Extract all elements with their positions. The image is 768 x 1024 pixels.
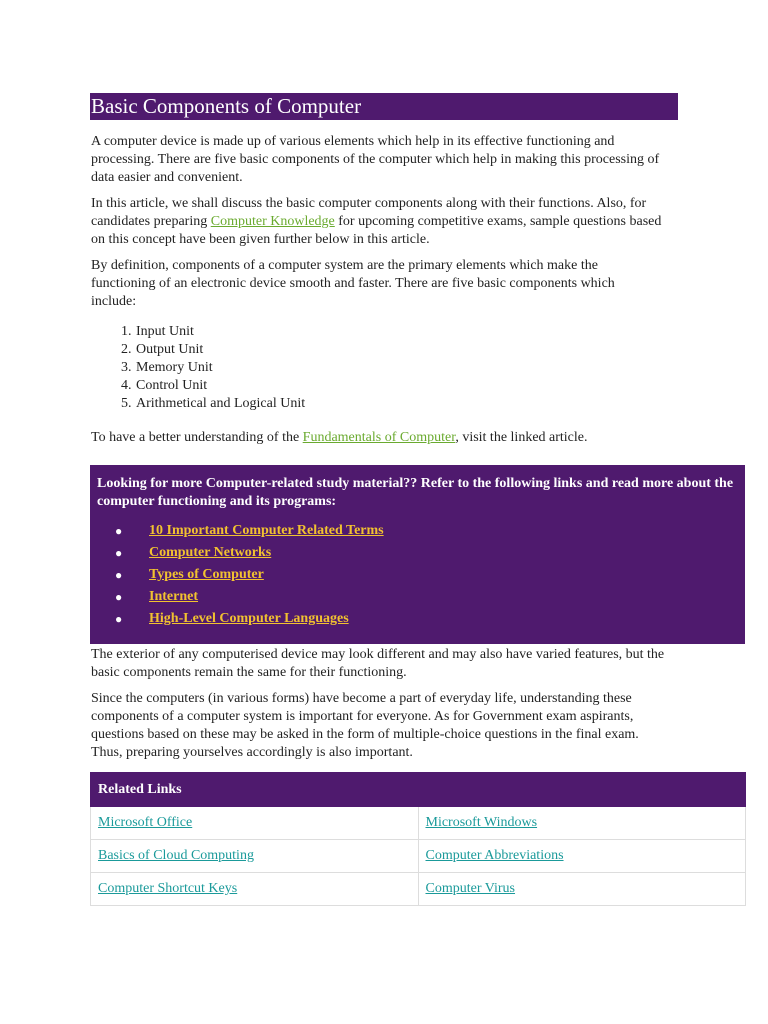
intro-paragraph-2 [91,195,663,249]
bullet-icon: ● [115,612,123,626]
table-row [91,807,746,840]
related-links-table [90,772,746,906]
callout-links-list [97,520,737,630]
bullet-icon: ● [115,546,123,560]
intro-paragraph-2-text-b: for upcoming competitive exams, sample questions based on this concept have been given further below in this article. [91,214,662,247]
list-item: 5. Arithmetical and Logical Unit [135,395,663,413]
high-level-languages-link[interactable]: High-Level Computer Languages [149,611,349,626]
table-cell [418,840,746,873]
list-item [115,520,737,542]
computer-virus-link[interactable]: Computer Virus [425,881,516,896]
computer-networks-link[interactable]: Computer Networks [149,545,272,560]
fundamentals-text-a: To have a better understanding of the [91,430,303,445]
bullet-icon: ● [115,590,123,604]
table-cell [91,873,419,906]
microsoft-windows-link[interactable]: Microsoft Windows [425,815,538,830]
list-item [115,542,737,564]
related-links-header: Related Links [91,773,746,807]
table-cell [418,807,746,840]
internet-link[interactable]: Internet [149,589,198,604]
table-row [91,840,746,873]
bullet-icon: ● [115,568,123,582]
article-title: Basic Components of Computer [90,93,678,120]
intro-section [91,133,663,455]
intro-paragraph-1: A computer device is made up of various elements which help in its effective functioning and processing. There are five basic components of the computer which help in making this processing of data easier and convenient. [91,134,660,185]
table-cell [91,840,419,873]
fundamentals-of-computer-link[interactable]: Fundamentals of Computer [302,430,456,445]
intro-paragraph-3: By definition, components of a computer system are the primary elements which make the functioning of an electronic device smooth and faster. There are five basic components which include: [91,258,615,309]
computer-abbreviations-link[interactable]: Computer Abbreviations [425,848,564,863]
intro-paragraph-2-text-a: In this article, we shall discuss the basic computer components along with their functions. Also, for candidates preparing [91,196,647,229]
table-cell [91,807,419,840]
fundamentals-paragraph [91,429,663,447]
list-item: 2. Output Unit [135,341,663,359]
types-of-computer-link[interactable]: Types of Computer [149,567,264,582]
cloud-computing-link[interactable]: Basics of Cloud Computing [98,848,254,863]
microsoft-office-link[interactable]: Microsoft Office [98,815,193,830]
fundamentals-text-b: , visit the linked article. [455,430,588,445]
shortcut-keys-link[interactable]: Computer Shortcut Keys [98,881,238,896]
list-item: 1. Input Unit [135,323,663,341]
callout-text: Looking for more Computer-related study material?? Refer to the following links and read more about the computer functioning and its programs: [97,476,734,509]
study-material-callout [90,465,745,644]
bullet-icon: ● [115,524,123,538]
list-item: 4. Control Unit [135,377,663,395]
list-item [115,586,737,608]
exterior-paragraph: The exterior of any computerised device may look different and may also have varied features, but the basic components remain the same for their functioning. [91,647,665,680]
table-row [91,873,746,906]
list-item [115,608,737,630]
importance-paragraph: Since the computers (in various forms) have become a part of everyday life, understanding these components of a computer system is important for everyone. As for Government exam aspirants, questions based on these may be asked in the form of multiple-choice questions in the final exam. Thus, preparing yourselves accordingly is also important. [91,691,639,760]
table-header-row [91,773,746,807]
important-terms-link[interactable]: 10 Important Computer Related Terms [149,523,384,538]
computer-knowledge-link[interactable]: Computer Knowledge [210,214,335,229]
components-list [91,323,663,413]
lower-section [91,646,666,770]
table-cell [418,873,746,906]
list-item: 3. Memory Unit [135,359,663,377]
list-item [115,564,737,586]
